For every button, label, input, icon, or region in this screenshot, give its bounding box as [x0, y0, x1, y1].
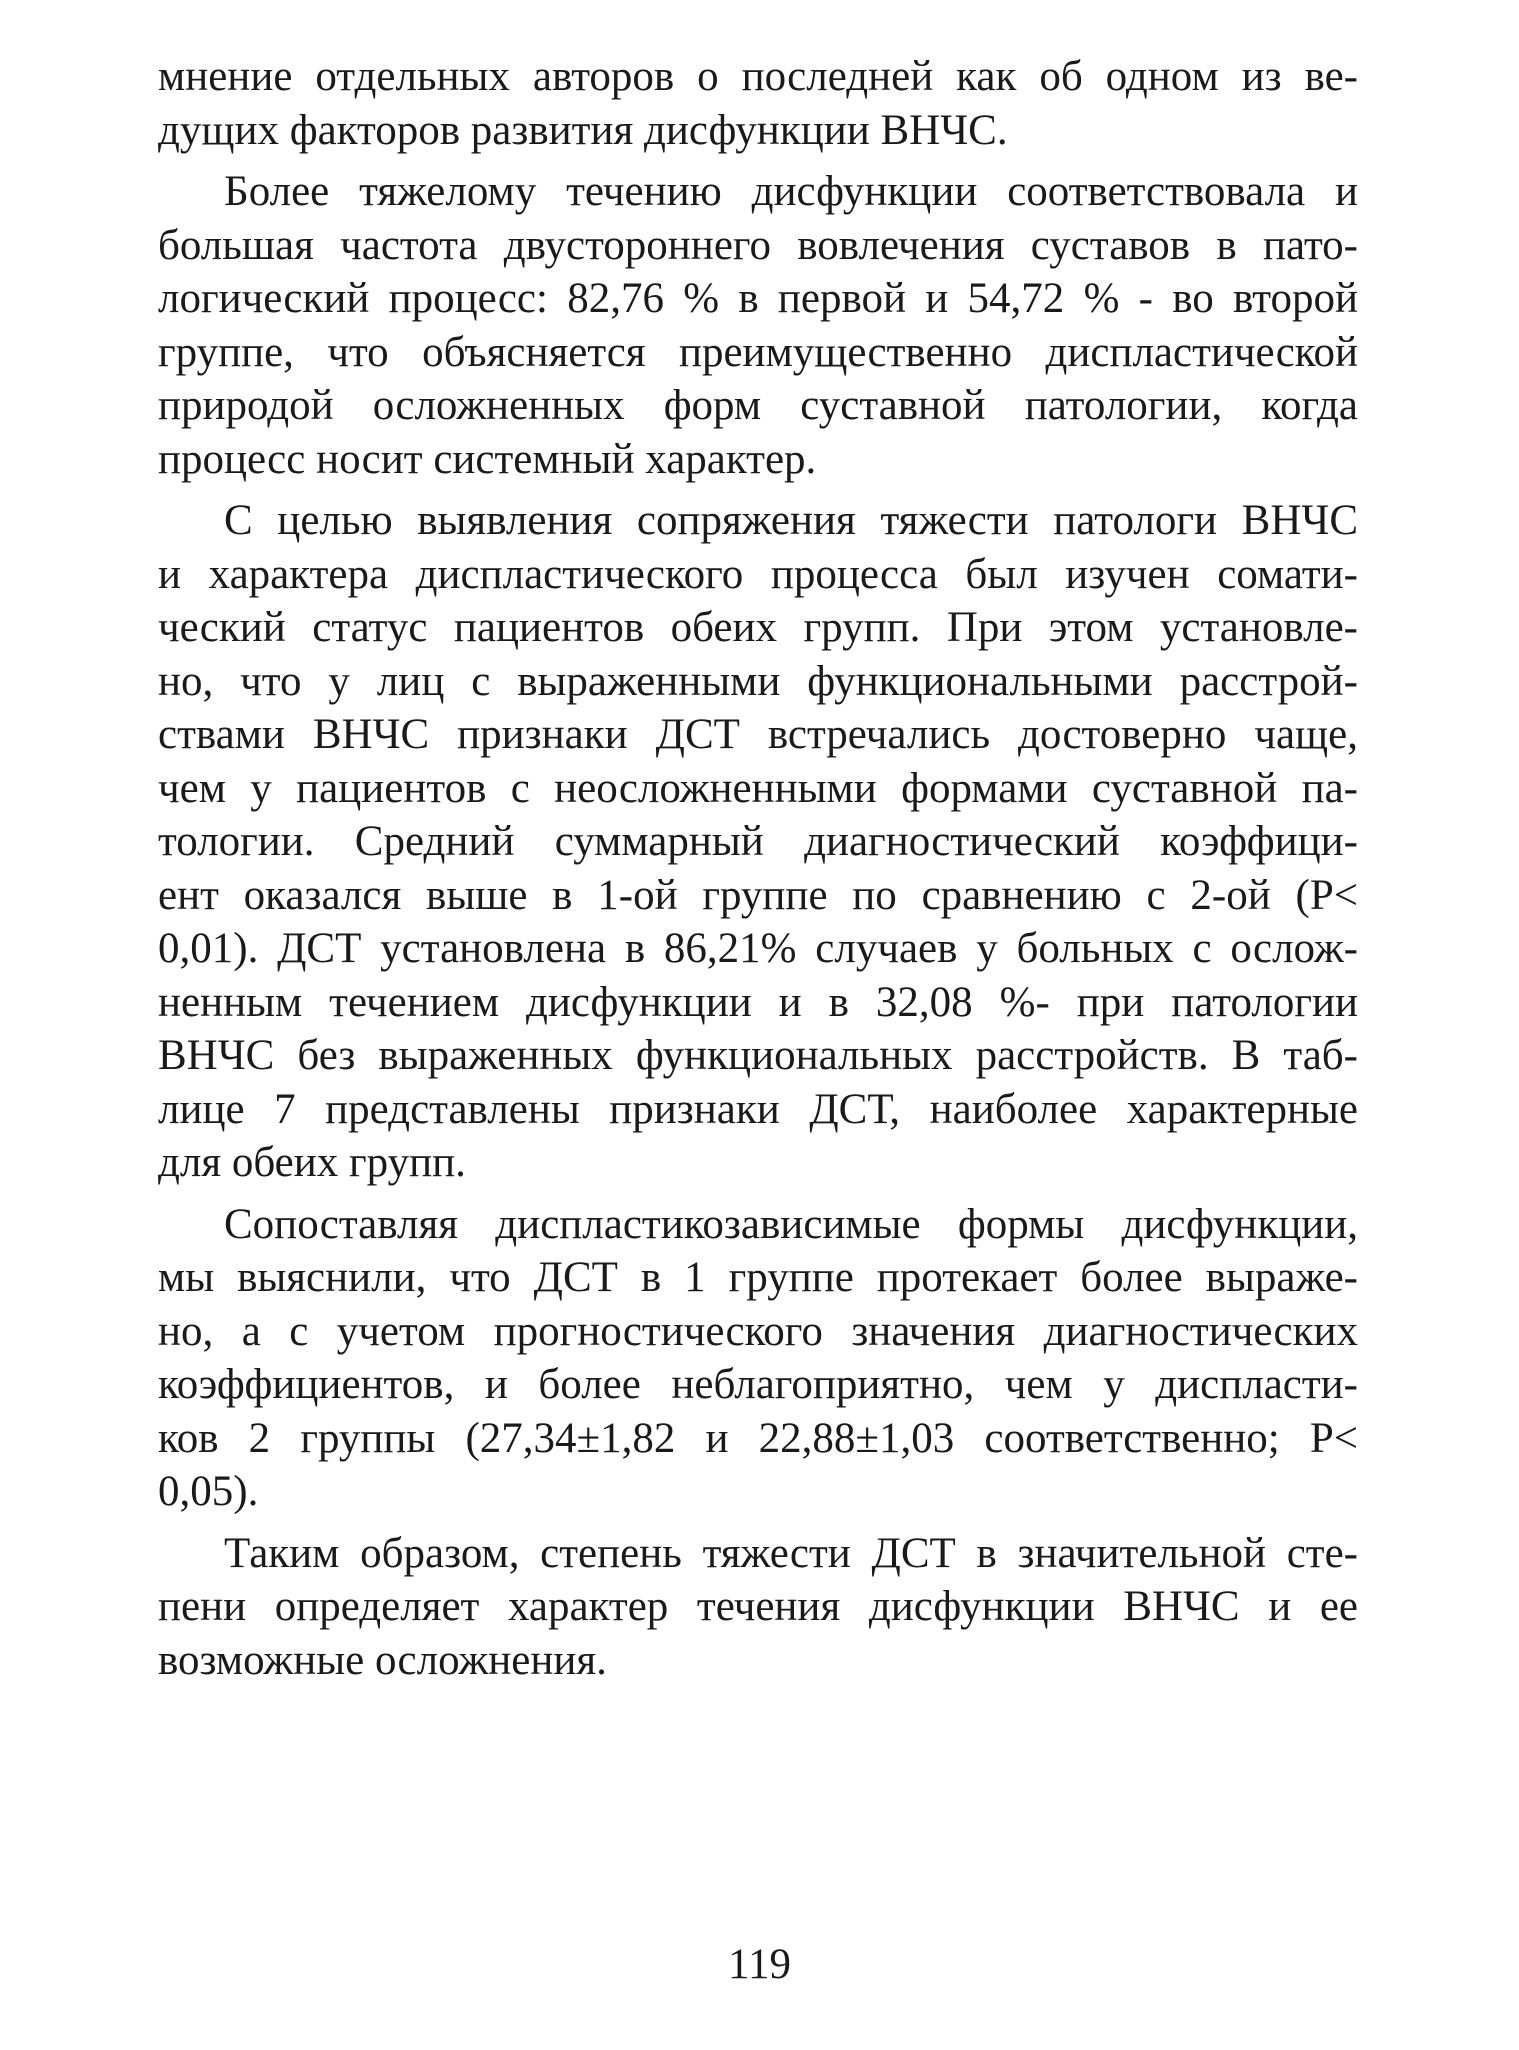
text-line: 0,01). ДСТ установлена в 86,21% случаев у больных с ослож- [158, 925, 1358, 972]
text-line: Таким образом, степень тяжести ДСТ в значительной сте- [224, 1529, 1358, 1577]
text-line: природой осложненных форм суставной патологии, когда [158, 382, 1358, 429]
text-line: для обеих групп. [158, 1139, 466, 1186]
text-line: дущих факторов развития дисфункции ВНЧС. [158, 106, 1008, 154]
text-line: но, что у лиц с выраженными функциональными расстрой- [158, 657, 1358, 705]
paragraph-gap [158, 1519, 1358, 1527]
text-line: ческий статус пациентов обеих групп. При этом установле- [158, 604, 1358, 651]
text-line: и характера диспластического процесса был изучен сомати- [158, 550, 1358, 598]
text-line: лице 7 представлены признаки ДСТ, наиболее характерные [158, 1085, 1358, 1133]
text-line: ствами ВНЧС признаки ДСТ встречались достоверно чаще, [158, 711, 1358, 758]
text-line: но, а с учетом прогностического значения диагностических [158, 1307, 1358, 1355]
text-line: ненным течением дисфункции и в 32,08 %- при патологии [158, 978, 1358, 1026]
text-line: чем у пациентов с неосложненными формами суставной па- [158, 764, 1358, 812]
text-line: тологии. Средний суммарный диагностический коэффици- [158, 818, 1358, 865]
text-line: Более тяжелому течению дисфункции соответствовала и [224, 168, 1358, 215]
text-line: логический процесс: 82,76 % в первой и 54,72 % - во второй [158, 275, 1358, 322]
paragraph-gap [158, 1190, 1358, 1198]
text-line: 0,05). [158, 1468, 259, 1515]
text-line: С целью выявления сопряжения тяжести патологи ВНЧС [224, 497, 1358, 544]
text-line: ент оказался выше в 1-ой группе по сравнению с 2-ой (Р< [158, 871, 1358, 919]
body-text [158, 50, 1358, 1687]
text-line: возможные осложнения. [158, 1636, 607, 1684]
paragraph-gap [158, 157, 1358, 165]
text-line: пени определяет характер течения дисфункции ВНЧС и ее [158, 1583, 1358, 1630]
text-line: Сопоставляя диспластикозависимые формы дисфункции, [224, 1200, 1358, 1248]
paragraph [158, 50, 1358, 157]
text-line: группе, что объясняется преимущественно диспластической [158, 328, 1358, 376]
page-number: 119 [728, 1941, 791, 1988]
paragraph [158, 165, 1358, 486]
paragraph [158, 494, 1358, 1190]
paragraph [158, 1198, 1358, 1519]
text-line: ВНЧС без выраженных функциональных расстройств. В таб- [158, 1032, 1358, 1079]
text-line: мы выяснили, что ДСТ в 1 группе протекает более выраже- [158, 1254, 1358, 1301]
paragraph-gap [158, 486, 1358, 494]
text-line: ков 2 группы (27,34±1,82 и 22,88±1,03 соответственно; Р< [158, 1414, 1358, 1462]
text-line: мнение отдельных авторов о последней как об одном из ве- [158, 53, 1358, 100]
paragraph [158, 1527, 1358, 1688]
text-line: коэффициентов, и более неблагоприятно, чем у диспласти- [158, 1361, 1358, 1408]
text-line: процесс носит системный характер. [158, 435, 817, 483]
text-line: большая частота двустороннего вовлечения суставов в пато- [158, 221, 1358, 269]
